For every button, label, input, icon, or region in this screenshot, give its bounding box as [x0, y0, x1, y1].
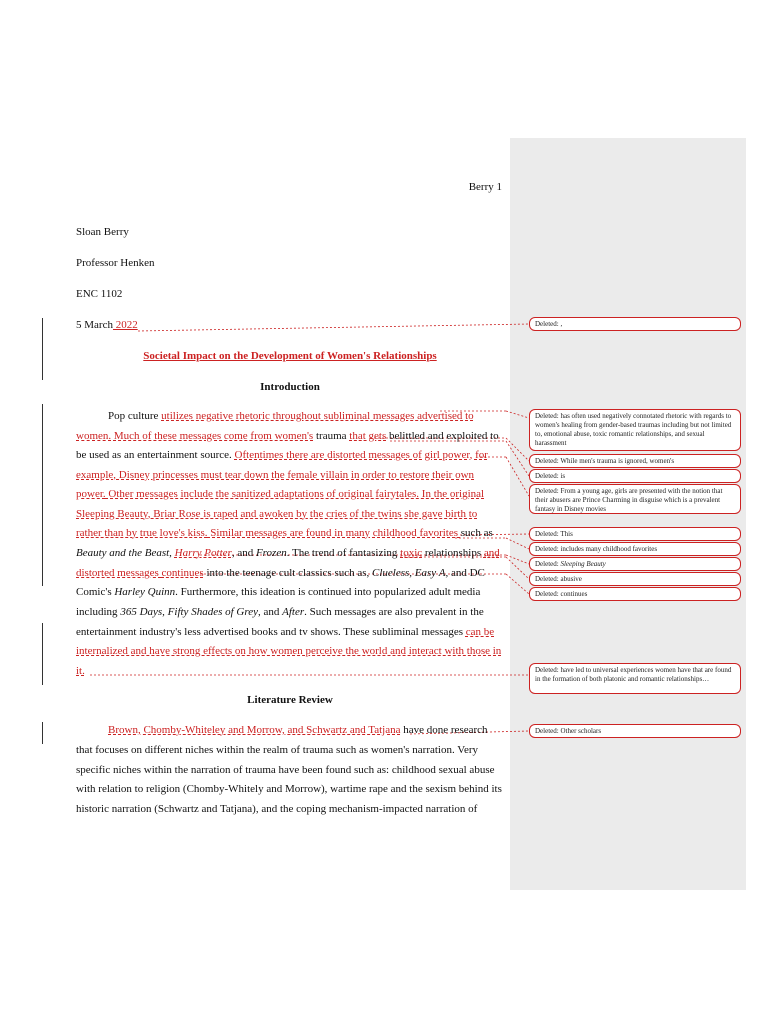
text-run: 365 Days, Fifty Shades of Grey — [120, 606, 258, 618]
inserted-text: utilizes negative rhetoric throughout subliminal messages advertised to — [161, 410, 474, 422]
text-run: such as — [460, 527, 493, 539]
text-run: Frozen — [255, 547, 287, 559]
balloon-text: Other scholars — [558, 727, 602, 735]
inserted-text: Much of these messages come from women's — [113, 430, 314, 442]
deleted-balloon[interactable] — [529, 724, 741, 738]
lit-line-2: that focuses on different niches within the realm of trauma such as women's narration. Very — [76, 744, 479, 756]
deleted-balloon[interactable] — [529, 587, 741, 601]
deleted-balloon[interactable] — [529, 557, 741, 571]
balloon-text: have led to universal experiences women have that are found in the formation of both platonic and romantic relationships… — [535, 666, 732, 683]
text-run: . Furthermore, this ideation is continued into popularized adult media — [175, 586, 481, 598]
balloon-label: Deleted: — [535, 590, 559, 598]
balloon-text: This — [558, 530, 573, 538]
balloon-label: Deleted: — [535, 487, 559, 495]
balloon-text: has often used negatively connotated rhetoric with regards to women's healing from gender-based traumas including but not limited to, emotional abuse, toxic romantic relationships, and sexual harassment — [535, 412, 732, 447]
balloon-text: is — [558, 472, 566, 480]
inserted-text: 2022 — [112, 319, 138, 331]
intro-line-13: internalized and have strong effects on how women perceive the world and interact with those in — [76, 645, 502, 657]
text-run: and DC — [448, 567, 485, 579]
inserted-text: Oftentimes there are distorted messages of girl power, for — [234, 449, 488, 461]
title-text: Societal Impact on the Development of Women's Relationships — [143, 350, 437, 362]
text-run: Comic's — [76, 586, 115, 598]
text-run: . Such messages are also prevalent in the — [304, 606, 484, 618]
balloon-text: While men's trauma is ignored, women's — [558, 457, 675, 465]
balloon-text: includes many childhood favorites — [558, 545, 658, 553]
intro-line-5 — [76, 487, 504, 501]
lit-line-5: historic narration (Schwartz and Tatjana), and the coping mechanism-impacted narration of — [76, 803, 478, 815]
balloon-label: Deleted: — [535, 320, 559, 328]
inserted-text: power. — [76, 488, 106, 500]
intro-line-14: it. — [76, 665, 85, 677]
inserted-text: distorted messages — [76, 567, 162, 579]
lit-line-3: specific niches within the narration of trauma have been found such as: childhood sexual abuse — [76, 764, 495, 776]
deleted-balloon[interactable] — [529, 484, 741, 514]
intro-line-11 — [76, 605, 504, 619]
change-bar — [42, 404, 43, 586]
balloon-label: Deleted: — [535, 560, 559, 568]
intro-line-2 — [76, 429, 504, 443]
balloon-label: Deleted: — [535, 727, 559, 735]
deleted-balloon[interactable] — [529, 409, 741, 451]
date-line — [76, 318, 504, 332]
balloon-text: abusive — [558, 575, 582, 583]
deleted-balloon[interactable] — [529, 527, 741, 541]
intro-line-4: example, Disney princesses must tear down the female villain in order to restore their own — [76, 469, 475, 481]
text-run: into the teenage cult classics such as, — [203, 567, 373, 579]
intro-line-8 — [76, 546, 504, 560]
balloon-label: Deleted: — [535, 545, 559, 553]
balloon-label: Deleted: — [535, 575, 559, 583]
inserted-text: continues — [161, 567, 204, 579]
change-bar — [42, 722, 43, 744]
intro-line-7 — [76, 526, 504, 540]
inserted-text: and — [483, 547, 500, 559]
professor-name: Professor Henken — [76, 257, 155, 269]
text-run: Beauty and the Beast — [76, 547, 170, 559]
balloon-label: Deleted: — [535, 530, 559, 538]
page-header: Berry 1 — [468, 181, 502, 193]
text-run: . The trend of fantasizing — [286, 547, 401, 559]
intro-line-6: Sleeping Beauty, Briar Rose is raped and awoken by the cries of the twins she gave birth to — [76, 508, 478, 520]
balloon-label: Deleted: — [535, 666, 559, 674]
lit-line-4: with relation to religion (Chomby-Whitely and Morrow), wartime rape and the sexism behind its — [76, 783, 502, 795]
balloon-label: Deleted: — [535, 472, 559, 480]
text-run: Clueless, Easy A, — [372, 567, 449, 579]
inserted-text: women. — [76, 430, 112, 442]
deleted-balloon[interactable] — [529, 317, 741, 331]
inserted-text: toxic — [400, 547, 423, 559]
text-run: trauma — [313, 430, 350, 442]
intro-line-1 — [76, 409, 536, 423]
section-heading-literature-review: Literature Review — [247, 694, 333, 706]
text-run: Pop culture — [108, 410, 162, 422]
intro-line-12 — [76, 625, 504, 639]
deleted-balloon[interactable] — [529, 663, 741, 694]
inserted-text: rather than by true love's kiss. — [76, 527, 208, 539]
inserted-text: Other messages include the sanitized adaptations of original fairytales. In the original — [105, 488, 485, 500]
deleted-balloon[interactable] — [529, 469, 741, 483]
inserted-text: can be — [465, 626, 495, 638]
balloon-text: From a young age, girls are presented with the notion that their abusers are Prince Charming in disguise which is a prevalent fantasy in Disney movies — [535, 487, 723, 513]
balloon-text: , — [558, 320, 563, 328]
date-text: 5 March — [76, 319, 113, 331]
text-run: After — [282, 606, 305, 618]
intro-line-3 — [76, 448, 504, 462]
text-run: entertainment industry's less advertised books and tv shows. These subliminal messages — [76, 626, 466, 638]
balloon-text: continues — [558, 590, 588, 598]
inserted-text: Similar messages are found in many childhood favorites — [207, 527, 461, 539]
change-bar — [42, 623, 43, 685]
inserted-text: Harry Potter — [174, 547, 232, 559]
course-code: ENC 1102 — [76, 288, 123, 300]
balloon-label: Deleted: — [535, 412, 559, 420]
text-run: , and — [258, 606, 283, 618]
author-name: Sloan Berry — [76, 226, 129, 238]
deleted-balloon[interactable] — [529, 454, 741, 468]
inserted-text: that gets — [349, 430, 387, 442]
balloon-label: Deleted: — [535, 457, 559, 465]
text-run: , — [169, 547, 175, 559]
intro-line-10 — [76, 585, 504, 599]
deleted-balloon[interactable] — [529, 542, 741, 556]
inserted-text: Brown, Chomby-Whiteley and Morrow, and Schwartz and Tatjana — [108, 724, 401, 736]
text-run: including — [76, 606, 121, 618]
intro-line-9 — [76, 566, 504, 580]
text-run: belittled and exploited to — [386, 430, 499, 442]
text-run: , and — [231, 547, 256, 559]
essay-title — [76, 349, 504, 363]
lit-line-1 — [76, 723, 536, 737]
text-run: Harley Quinn — [114, 586, 176, 598]
text-run: relationships — [422, 547, 484, 559]
text-run: be used as an entertainment source. — [76, 449, 235, 461]
text-run: have done research — [400, 724, 488, 736]
section-heading-introduction: Introduction — [260, 381, 320, 393]
balloon-text: Sleeping Beauty — [558, 560, 606, 568]
change-bar — [42, 318, 43, 380]
deleted-balloon[interactable] — [529, 572, 741, 586]
